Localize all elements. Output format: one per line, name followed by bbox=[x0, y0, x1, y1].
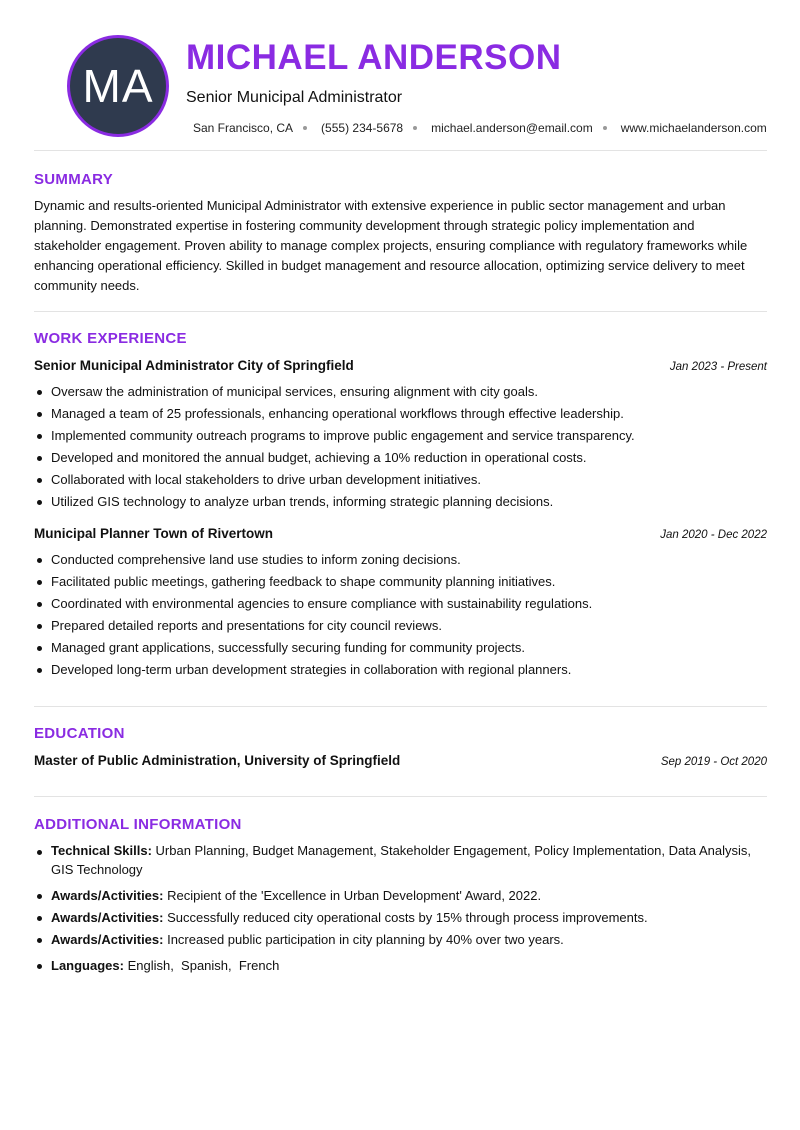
list-item: Implemented community outreach programs to improve public engagement and service transparency. bbox=[34, 425, 764, 447]
job-header bbox=[34, 526, 767, 541]
job-role: Senior Municipal Administrator City of Springfield bbox=[34, 358, 354, 373]
list-item: Awards/Activities: Recipient of the 'Excellence in Urban Development' Award, 2022. bbox=[34, 885, 764, 907]
list-item: Technical Skills: Urban Planning, Budget Management, Stakeholder Engagement, Policy Implementation, Data Analysis, GIS Technology bbox=[34, 841, 764, 879]
additional-heading: ADDITIONAL INFORMATION bbox=[34, 816, 242, 833]
list-item: Collaborated with local stakeholders to drive urban development initiatives. bbox=[34, 469, 764, 491]
list-item: Managed a team of 25 professionals, enhancing operational workflows through effective leadership. bbox=[34, 403, 764, 425]
list-item: Prepared detailed reports and presentations for city council reviews. bbox=[34, 615, 764, 637]
list-item: Languages: English, Spanish, French bbox=[34, 955, 764, 977]
list-item: Conducted comprehensive land use studies to inform zoning decisions. bbox=[34, 549, 764, 571]
separator-dot bbox=[603, 126, 607, 130]
avatar-initials: MA bbox=[82, 60, 154, 112]
contact-phone: (555) 234-5678 bbox=[321, 121, 404, 135]
education-heading: EDUCATION bbox=[34, 725, 125, 742]
education-entry bbox=[34, 753, 767, 768]
job-dates: Jan 2020 - Dec 2022 bbox=[660, 529, 767, 541]
separator-dot bbox=[303, 126, 307, 130]
list-item: Managed grant applications, successfully securing funding for community projects. bbox=[34, 637, 764, 659]
additional-list bbox=[34, 841, 764, 977]
candidate-name: MICHAEL ANDERSON bbox=[186, 38, 562, 77]
job-role: Municipal Planner Town of Rivertown bbox=[34, 526, 274, 541]
resume-header bbox=[33, 0, 767, 150]
list-item: Oversaw the administration of municipal services, ensuring alignment with city goals. bbox=[34, 381, 764, 403]
degree: Master of Public Administration, University of Springfield bbox=[34, 753, 401, 768]
list-item: Developed long-term urban development strategies in collaboration with regional planners. bbox=[34, 659, 764, 681]
contact-email[interactable]: michael.anderson@email.com bbox=[431, 121, 593, 135]
divider bbox=[34, 796, 767, 797]
divider bbox=[34, 150, 767, 151]
divider bbox=[34, 311, 767, 312]
summary-text: Dynamic and results-oriented Municipal Administrator with extensive experience in public sector management and urban planning. Demonstrated expertise in fostering community development through strategic policy implementation and stakeholder engagement. Proven ability to manage complex projects, ensuring compliance with regulatory frameworks while enhancing operational efficiency. Skilled in budget management and resource allocation, optimizing service delivery to meet community needs. bbox=[34, 198, 748, 293]
list-item: Awards/Activities: Increased public participation in city planning by 40% over two years. bbox=[34, 929, 764, 951]
job-header bbox=[34, 358, 767, 373]
list-item: Utilized GIS technology to analyze urban trends, informing strategic planning decisions. bbox=[34, 491, 764, 513]
divider bbox=[34, 706, 767, 707]
contact-location: San Francisco, CA bbox=[193, 121, 294, 135]
job-title: Senior Municipal Administrator bbox=[186, 89, 403, 106]
avatar bbox=[67, 35, 169, 137]
contact-info bbox=[193, 120, 767, 136]
job-dates: Jan 2023 - Present bbox=[669, 361, 767, 373]
list-item: Awards/Activities: Successfully reduced city operational costs by 15% through process improvements. bbox=[34, 907, 764, 929]
job-bullets bbox=[34, 549, 764, 681]
summary-heading: SUMMARY bbox=[34, 171, 114, 188]
list-item: Developed and monitored the annual budget, achieving a 10% reduction in operational costs. bbox=[34, 447, 764, 469]
experience-heading: WORK EXPERIENCE bbox=[34, 330, 187, 347]
list-item: Coordinated with environmental agencies to ensure compliance with sustainability regulations. bbox=[34, 593, 764, 615]
education-dates: Sep 2019 - Oct 2020 bbox=[660, 756, 767, 768]
list-item: Facilitated public meetings, gathering feedback to shape community planning initiatives. bbox=[34, 571, 764, 593]
contact-website[interactable]: www.michaelanderson.com bbox=[620, 121, 767, 135]
separator-dot bbox=[413, 126, 417, 130]
job-bullets bbox=[34, 381, 764, 513]
